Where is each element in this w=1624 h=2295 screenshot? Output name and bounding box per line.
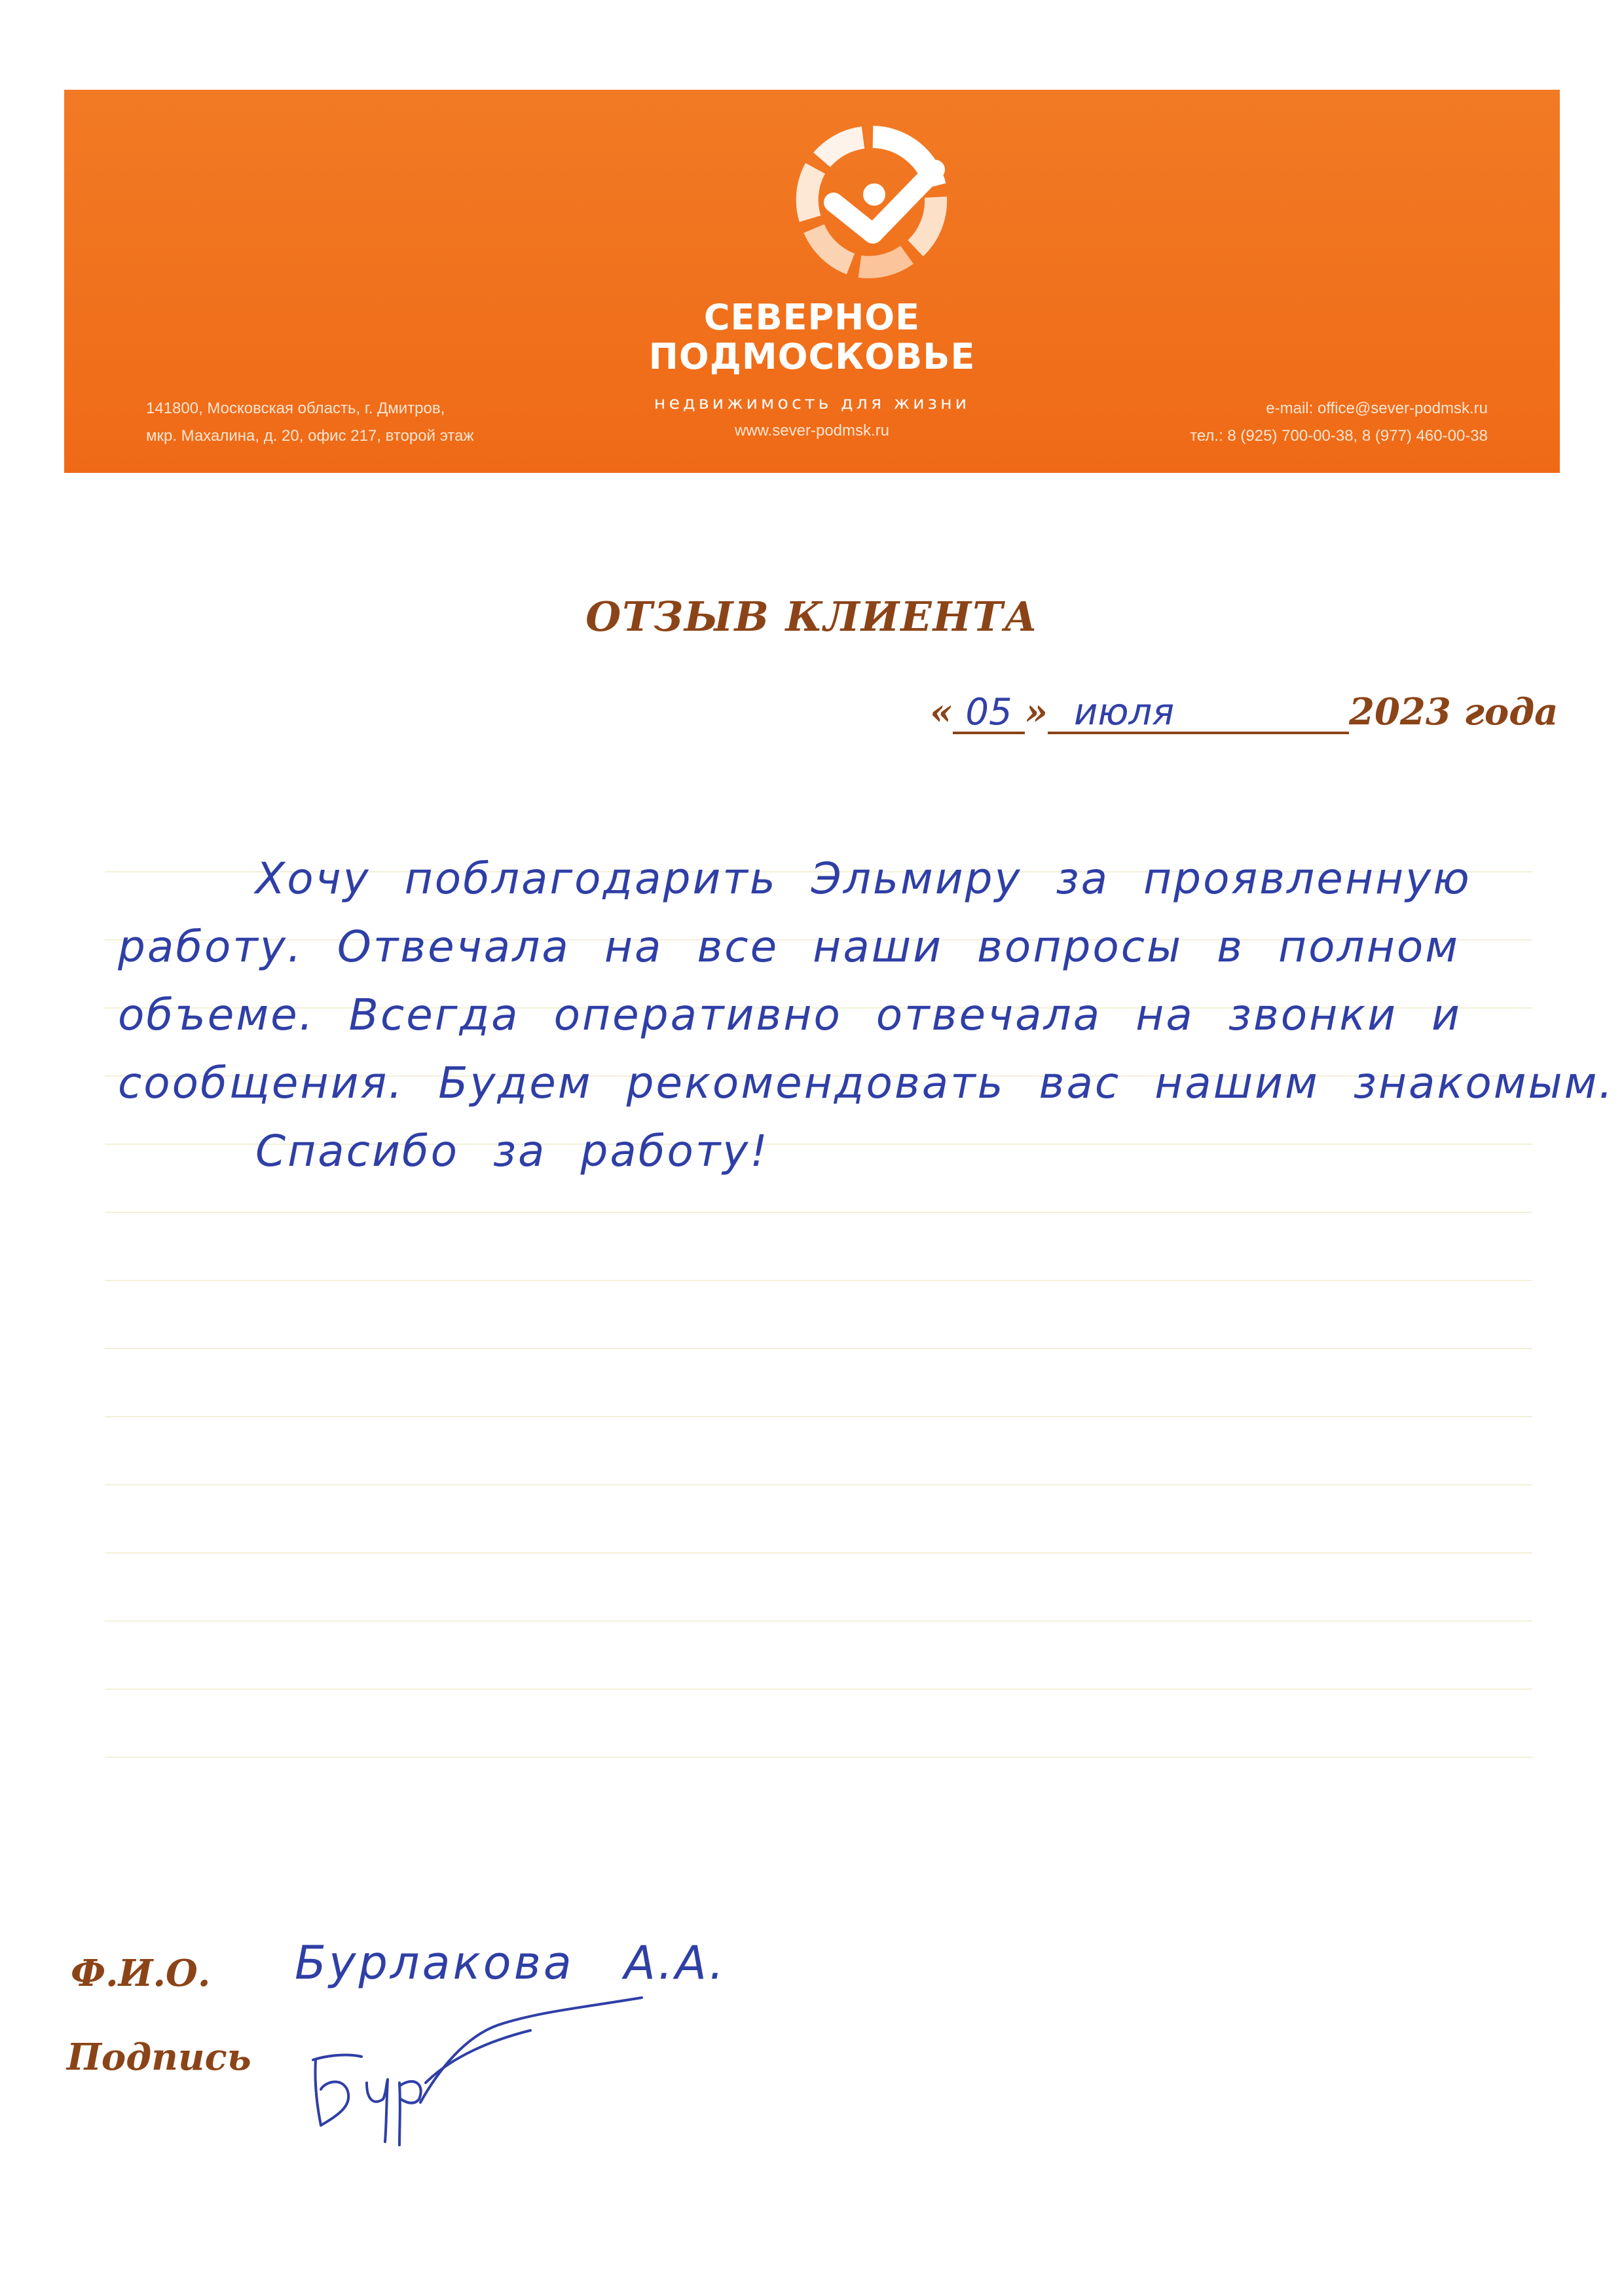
phone-numbers: тел.: 8 (925) 700-00-38, 8 (977) 460-00-38 [1190, 427, 1488, 445]
client-fio: Бурлакова А.А. [295, 1936, 727, 1990]
date-year: 2023 года [1349, 690, 1559, 734]
ruled-line [105, 1620, 1532, 1622]
company-logo-icon [788, 124, 965, 281]
ruled-line [105, 1689, 1532, 1690]
ruled-line [105, 1348, 1532, 1349]
document-title: ОТЗЫВ КЛИЕНТА [585, 593, 1039, 641]
review-line: объеме. Всегда оперативно отвечала на звонки и [118, 990, 1462, 1040]
review-line: сообщения. Будем рекомендовать вас нашим знакомым. [118, 1058, 1615, 1108]
ruled-line [105, 1484, 1532, 1485]
review-line: Хочу поблагодарить Эльмиру за проявленную [255, 853, 1471, 904]
date-day: 05 [953, 694, 1025, 734]
ruled-line [105, 1757, 1532, 1758]
ruled-line [105, 1552, 1532, 1554]
website-link[interactable]: www.sever-podmsk.ru [734, 422, 890, 439]
signature-label: Подпись [67, 2036, 251, 2079]
date-month: июля [1048, 694, 1349, 734]
ruled-line [105, 1280, 1532, 1281]
review-line: работу. Отвечала на все наши вопросы в полном [118, 922, 1460, 972]
ruled-line [105, 1212, 1532, 1213]
letterhead [64, 90, 1560, 473]
email-link[interactable]: e-mail: office@sever-podmsk.ru [1266, 400, 1488, 417]
brand-tagline: недвижимость для жизни [654, 393, 970, 413]
review-line: Спасибо за работу! [255, 1126, 769, 1176]
company-contacts [1190, 395, 1488, 450]
handwritten-signature [301, 1985, 668, 2155]
ruled-line [105, 1416, 1532, 1417]
review-text [118, 845, 1615, 1185]
fio-label: Ф.И.О. [71, 1952, 211, 1995]
company-address: 141800, Московская область, г. Дмитров, мкр. Махалина, д. 20, офис 217, второй этаж [146, 400, 474, 445]
brand-name: СЕВЕРНОЕ ПОДМОСКОВЬЕ [648, 297, 976, 377]
date-line: « 05 » июля 2023 года [930, 690, 1559, 734]
